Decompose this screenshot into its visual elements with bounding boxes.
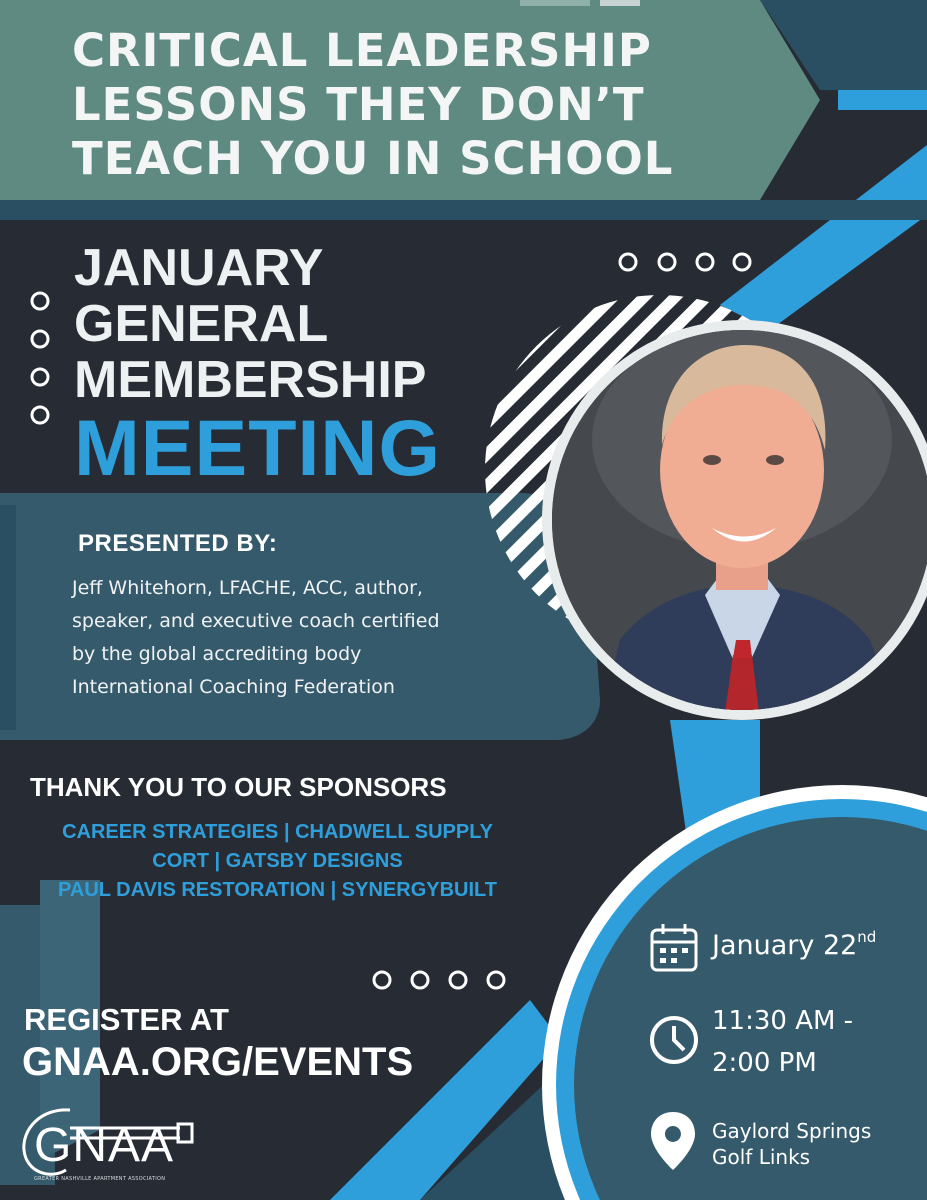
event-time — [712, 1000, 853, 1084]
headline-line: CRITICAL LEADERSHIP — [72, 24, 652, 77]
register-label: REGISTER AT — [24, 1002, 229, 1037]
event-date-suffix: nd — [857, 928, 877, 946]
event-date — [712, 928, 876, 961]
headline-line: LESSONS THEY DON’T — [72, 78, 645, 131]
event-venue-line: Golf Links — [712, 1145, 811, 1169]
event-venue-line: Gaylord Springs — [712, 1119, 872, 1143]
sponsor-line: CORT | GATSBY DESIGNS — [152, 850, 403, 872]
meeting-title-emphasis: MEETING — [74, 403, 441, 492]
presenter-bio-line: International Coaching Federation — [72, 676, 395, 698]
meeting-title-line: MEMBERSHIP — [74, 351, 427, 409]
headline-line: TEACH YOU IN SCHOOL — [72, 132, 674, 185]
headline — [72, 24, 772, 186]
event-time-start: 11:30 AM - — [712, 1006, 854, 1036]
event-time-end: 2:00 PM — [712, 1048, 817, 1078]
sponsor-line: CAREER STRATEGIES | CHADWELL SUPPLY — [62, 821, 493, 843]
presenter-bio-line: Jeff Whitehorn, LFACHE, ACC, author, — [72, 577, 423, 599]
register-url-link[interactable]: GNAA.ORG/EVENTS — [22, 1040, 414, 1084]
meeting-title — [74, 239, 441, 492]
event-date-text: January 22 — [712, 930, 858, 961]
sponsors-list — [0, 818, 555, 905]
gnaa-logo-tagline: GREATER NASHVILLE APARTMENT ASSOCIATION — [34, 1176, 166, 1182]
event-venue — [712, 1118, 871, 1170]
sponsors-heading: THANK YOU TO OUR SPONSORS — [30, 772, 447, 802]
presenter-bio — [72, 572, 542, 704]
meeting-title-line: GENERAL — [74, 295, 329, 353]
presenter-bio-line: by the global accrediting body — [72, 643, 362, 665]
sponsor-line: PAUL DAVIS RESTORATION | SYNERGYBUILT — [58, 879, 497, 901]
meeting-title-line: JANUARY — [74, 239, 324, 297]
presenter-bio-line: speaker, and executive coach certified — [72, 610, 440, 632]
gnaa-logo: GNAA — [34, 1119, 175, 1172]
presented-by-label: PRESENTED BY: — [78, 530, 278, 557]
